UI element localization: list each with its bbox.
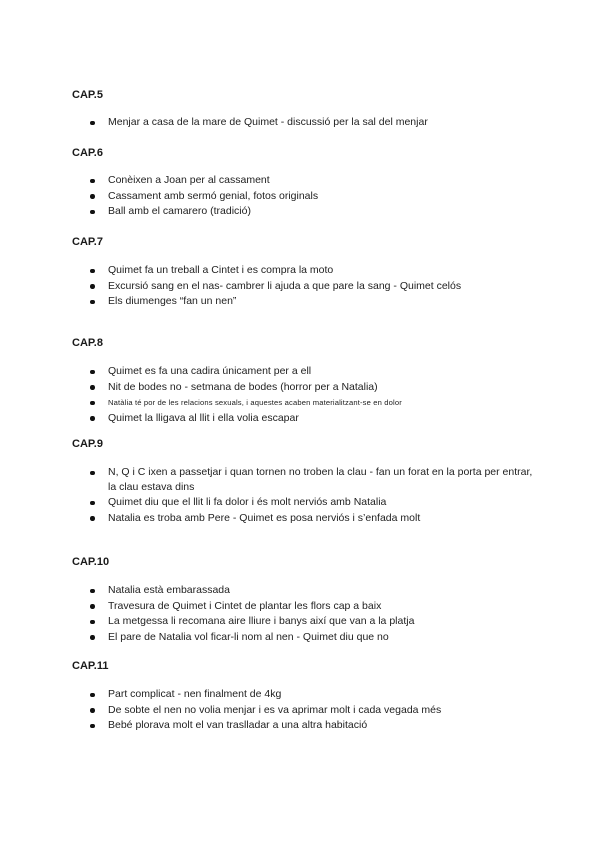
bullet-icon: [90, 708, 95, 713]
list-item-text: Quimet fa un treball a Cintet i es compra la moto: [108, 264, 334, 276]
list-item-text: Ball amb el camarero (tradició): [108, 205, 251, 217]
chapter-item-list: [72, 364, 542, 426]
list-item: [72, 599, 542, 615]
list-item-text: Natalia està embarassada: [108, 584, 230, 596]
chapter-5: [72, 88, 542, 131]
bullet-icon: [90, 385, 95, 390]
list-item-text: Part complicat - nen finalment de 4kg: [108, 688, 282, 700]
list-item-text: Natàlia té por de les relacions sexuals, i aquestes acaben materialitzant-se en dolor: [108, 398, 402, 407]
list-item-text: Travesura de Quimet i Cintet de plantar les flors cap a baix: [108, 599, 382, 612]
list-item: [72, 511, 542, 527]
bullet-icon: [90, 604, 95, 609]
chapter-item-list: [72, 115, 542, 131]
list-item: [72, 395, 542, 411]
chapter-10: [72, 555, 542, 645]
chapter-heading: CAP.7: [72, 236, 103, 248]
list-item-text: Els diumenges “fan un nen”: [108, 295, 237, 307]
bullet-icon: [90, 693, 95, 698]
chapter-6: [72, 146, 542, 220]
chapter-heading: CAP.8: [72, 337, 103, 349]
list-item-text: Natalia es troba amb Pere - Quimet es posa nerviós i s’enfada molt: [108, 511, 421, 524]
bullet-icon: [90, 501, 95, 506]
list-item-text: Quimet la lligava al llit i ella volia escapar: [108, 411, 299, 424]
list-item: [72, 364, 542, 380]
chapter-heading: CAP.10: [72, 556, 110, 568]
chapter-7: [72, 235, 542, 310]
bullet-icon: [90, 516, 95, 521]
chapter-heading: CAP.9: [72, 438, 103, 450]
bullet-icon: [90, 471, 95, 476]
chapter-heading: CAP.5: [72, 89, 103, 101]
list-item-text: Quimet es fa una cadira únicament per a ell: [108, 365, 312, 377]
list-item: [72, 263, 542, 279]
bullet-icon: [90, 635, 95, 640]
list-item: [72, 204, 542, 220]
list-item: [72, 380, 542, 396]
list-item: [72, 718, 542, 734]
chapter-item-list: [72, 583, 542, 645]
list-item: [72, 630, 542, 646]
list-item: [72, 583, 542, 599]
list-item-text: Conèixen a Joan per al cassament: [108, 174, 270, 186]
list-item: [72, 465, 542, 495]
list-item-text: N, Q i C ixen a passetjar i quan tornen no troben la clau - fan un forat en la porta per entrar, la clau estava dins: [108, 466, 533, 493]
bullet-icon: [90, 179, 95, 184]
bullet-icon: [90, 121, 95, 126]
bullet-icon: [90, 401, 95, 406]
list-item: [72, 294, 542, 310]
list-item: [72, 495, 542, 511]
list-item: [72, 614, 542, 630]
list-item-text: Bebé plorava molt el van traslladar a una altra habitació: [108, 719, 368, 731]
chapter-item-list: [72, 263, 542, 310]
list-item-text: Menjar a casa de la mare de Quimet - discussió per la sal del menjar: [108, 116, 428, 128]
bullet-icon: [90, 300, 95, 305]
list-item: [72, 703, 542, 719]
list-item: [72, 411, 542, 427]
chapter-item-list: [72, 687, 542, 734]
bullet-icon: [90, 620, 95, 625]
bullet-icon: [90, 416, 95, 421]
bullet-icon: [90, 210, 95, 215]
list-item: [72, 279, 542, 295]
chapter-9: [72, 437, 542, 526]
list-item-text: Excursió sang en el nas- cambrer li ajuda a que pare la sang - Quimet celós: [108, 279, 462, 292]
list-item: [72, 189, 542, 205]
bullet-icon: [90, 370, 95, 375]
bullet-icon: [90, 724, 95, 729]
list-item: [72, 173, 542, 189]
chapter-heading: CAP.11: [72, 660, 109, 672]
bullet-icon: [90, 194, 95, 199]
bullet-icon: [90, 284, 95, 289]
chapter-11: [72, 659, 542, 734]
chapter-item-list: [72, 465, 542, 526]
list-item-text: El pare de Natalia vol ficar-li nom al nen - Quimet diu que no: [108, 630, 389, 643]
bullet-icon: [90, 589, 95, 594]
list-item-text: La metgessa li recomana aire lliure i banys així que van a la platja: [108, 615, 415, 627]
list-item-text: Cassament amb sermó genial, fotos originals: [108, 189, 319, 202]
list-item: [72, 115, 542, 131]
list-item-text: Quimet diu que el llit li fa dolor i és molt nerviós amb Natalia: [108, 496, 387, 508]
list-item-text: Nit de bodes no - setmana de bodes (horror per a Natalia): [108, 380, 378, 393]
chapter-8: [72, 336, 542, 426]
list-item-text: De sobte el nen no volia menjar i es va aprimar molt i cada vegada més: [108, 703, 442, 716]
bullet-icon: [90, 269, 95, 274]
list-item: [72, 687, 542, 703]
chapter-item-list: [72, 173, 542, 220]
chapter-heading: CAP.6: [72, 147, 103, 159]
